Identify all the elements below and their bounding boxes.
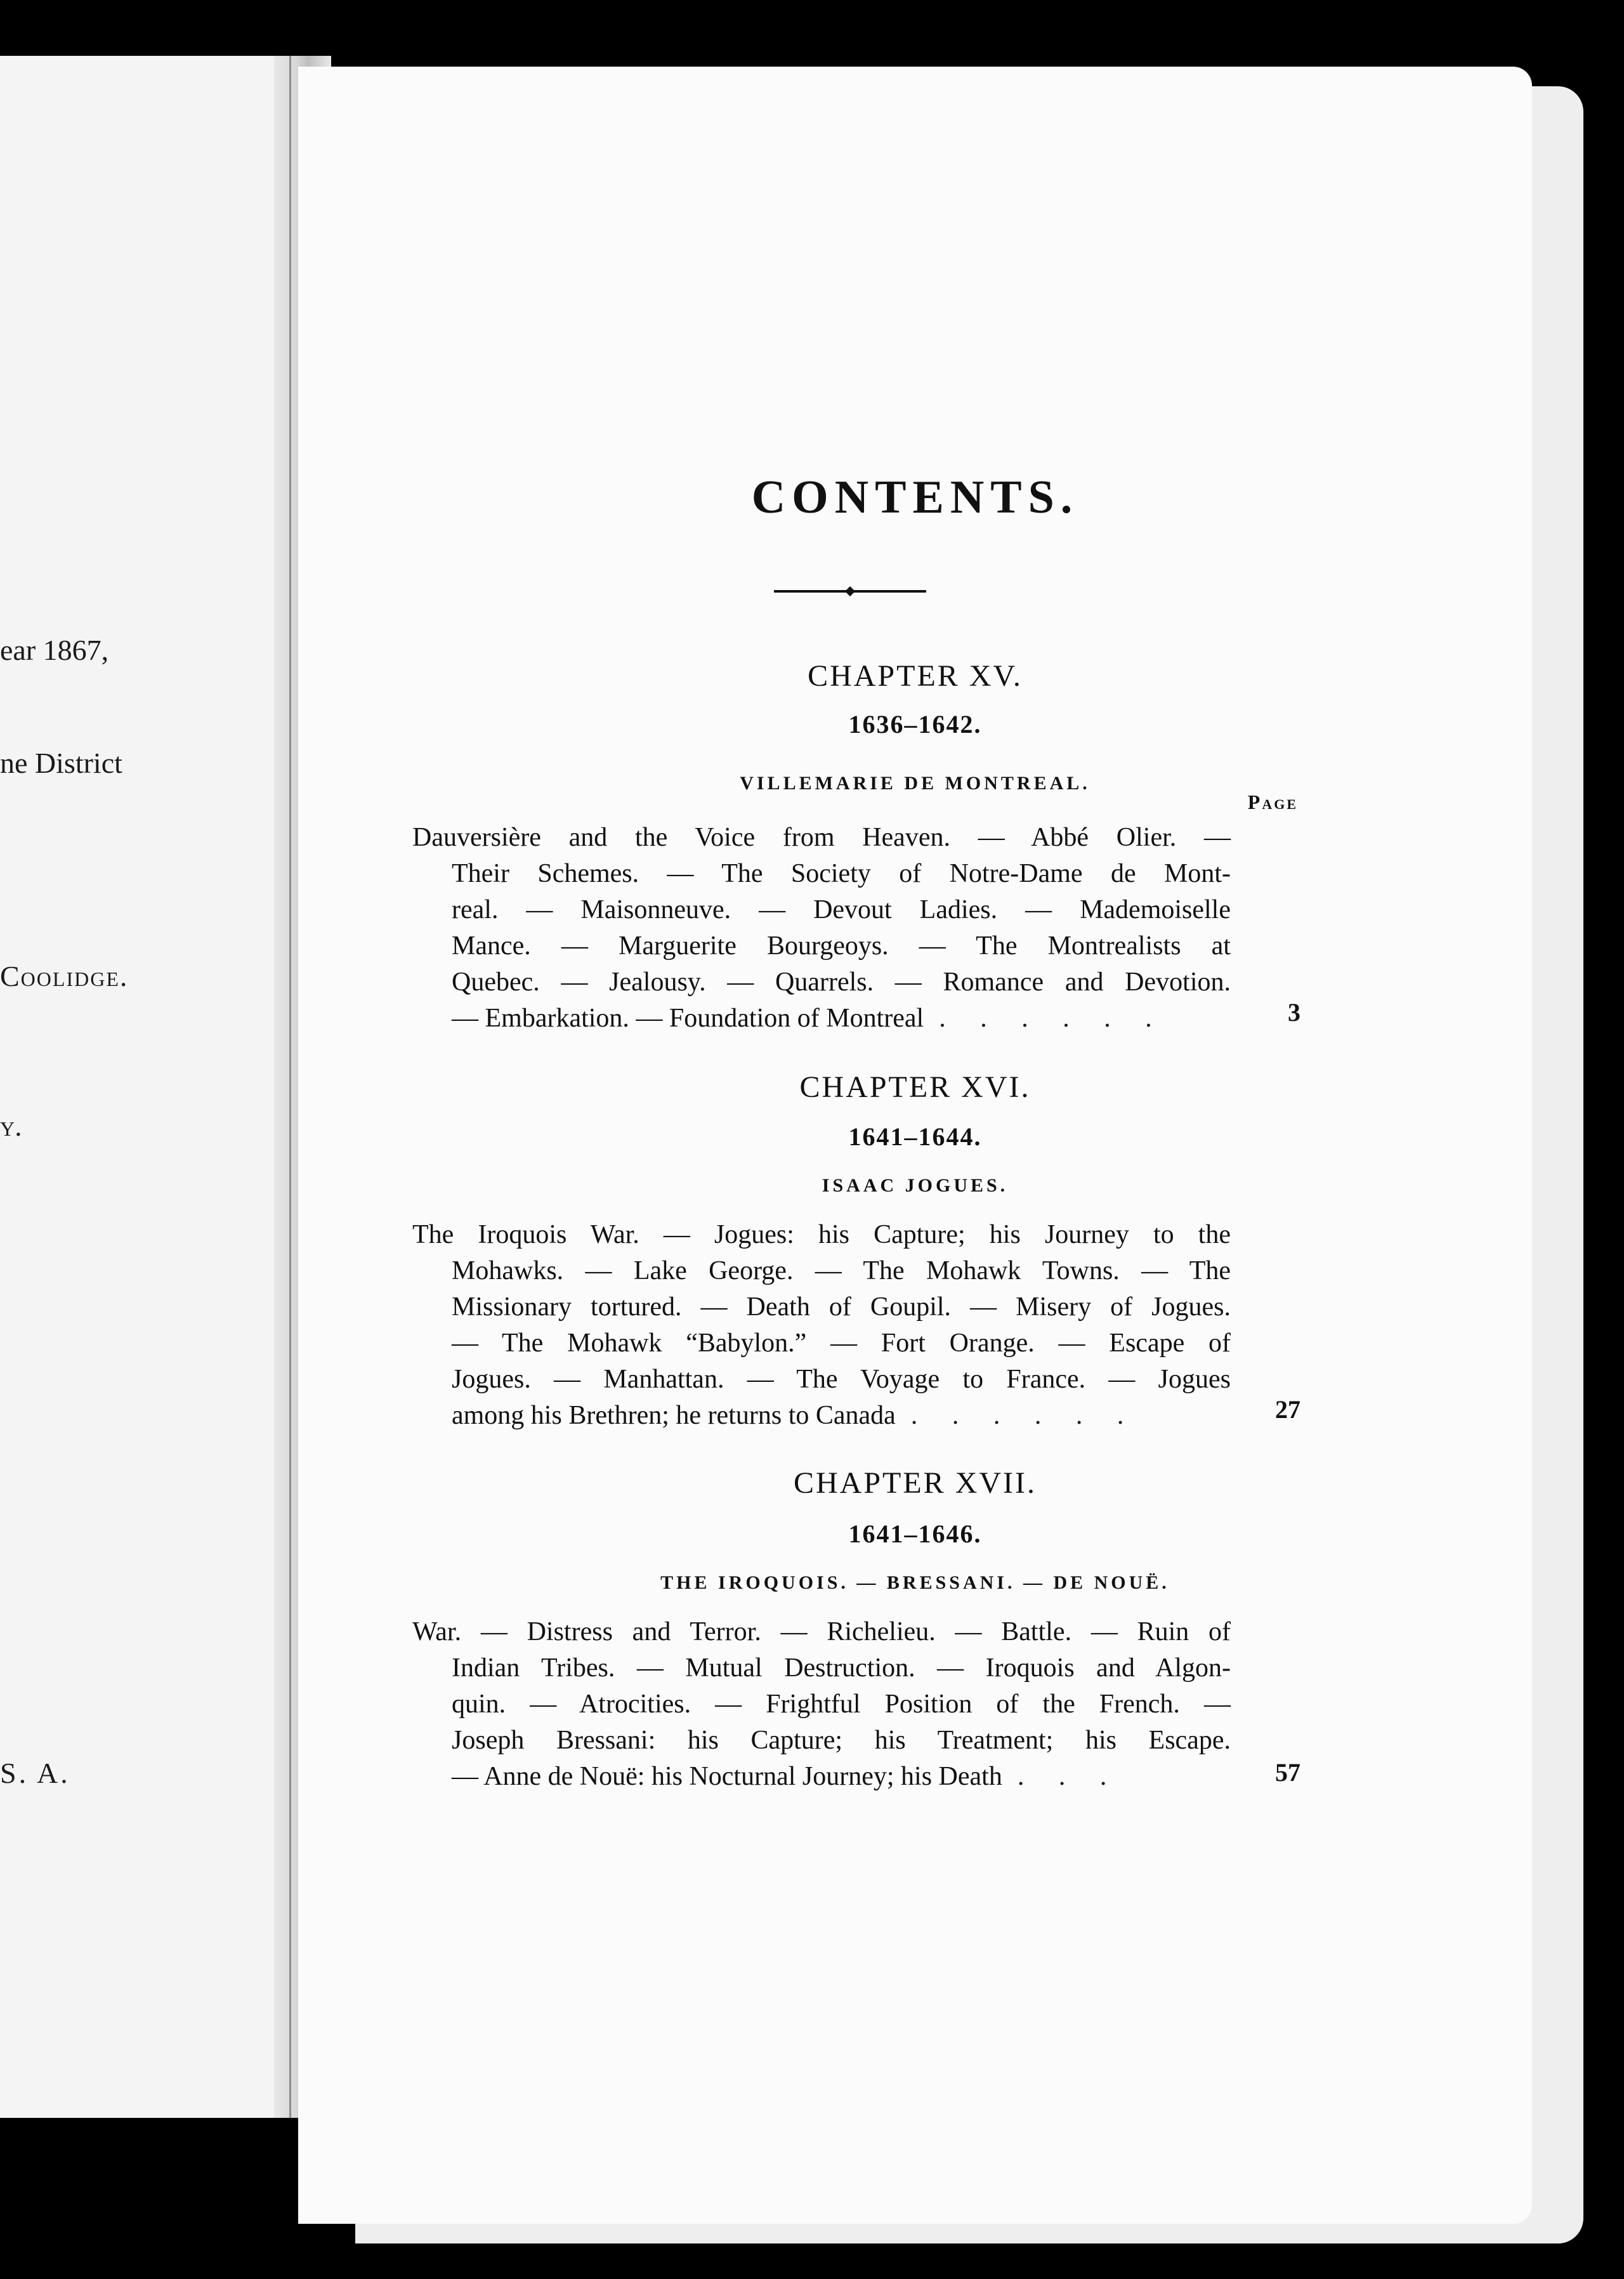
chapter-subject: ISAAC JOGUES. [822,1175,1009,1196]
facing-fragment: ear 1867, [0,634,109,666]
facing-fragment: S. A. [0,1757,70,1789]
summary-line: War. — Distress and Terror. — Richelieu. — Battle. — Ruin of [412,1617,1231,1646]
facing-fragment: ne District [0,747,122,779]
summary-line: Joseph Bressani: his Capture; his Treatment; his Escape. [452,1726,1231,1755]
summary-line: Missionary tortured. — Death of Goupil. — Misery of Jogues. [452,1292,1231,1322]
chapter-heading: CHAPTER XV. [808,659,1023,693]
chapter-summary [412,820,1231,1037]
summary-line: Their Schemes. — The Society of Notre-Dame de Mont- [452,859,1231,888]
title-ornament [774,584,926,599]
contents-title: CONTENTS. [751,471,1079,523]
facing-fragment: Coolidge. [0,960,129,992]
page-column-header: Page [1247,791,1298,813]
summary-line: — Embarkation. — Foundation of Montreal . . . . . . [412,1001,1231,1037]
gutter-line [289,56,291,2118]
summary-line: Indian Tribes. — Mutual Destruction. — Iroquois and Algon- [452,1653,1231,1683]
summary-line: Mohawks. — Lake George. — The Mohawk Towns. — The [452,1256,1231,1285]
chapter-years: 1641–1646. [848,1520,982,1548]
chapter-heading: CHAPTER XVI. [799,1070,1031,1104]
chapter-heading: CHAPTER XVII. [794,1466,1037,1500]
facing-fragment: y. [0,1110,22,1142]
summary-line: The Iroquois War. — Jogues: his Capture; his Journey to the [412,1220,1231,1249]
summary-line: among his Brethren; he returns to Canada . . . . . . [412,1398,1231,1434]
summary-line: — The Mohawk “Babylon.” — Fort Orange. — Escape of [452,1329,1231,1358]
summary-line: real. — Maisonneuve. — Devout Ladies. — Mademoiselle [452,895,1231,924]
page-number: 57 [1275,1758,1300,1787]
summary-line: — Anne de Nouë: his Nocturnal Journey; his Death . . . [412,1759,1231,1795]
chapter-years: 1636–1642. [848,710,982,739]
page-number: 3 [1288,998,1300,1027]
page-number: 27 [1275,1395,1300,1424]
chapter-years: 1641–1644. [848,1122,982,1151]
summary-line: Dauversière and the Voice from Heaven. — Abbé Olier. — [412,823,1231,852]
chapter-subject: THE IROQUOIS. — BRESSANI. — DE NOUË. [660,1572,1170,1593]
summary-line: quin. — Atrocities. — Frightful Position of the French. — [452,1690,1231,1719]
summary-line: Mance. — Marguerite Bourgeoys. — The Montrealists at [452,931,1231,961]
summary-line: Jogues. — Manhattan. — The Voyage to France. — Jogues [452,1365,1231,1394]
chapter-subject: VILLEMARIE DE MONTREAL. [740,773,1090,794]
summary-line: Quebec. — Jealousy. — Quarrels. — Romance and Devotion. [452,968,1231,997]
chapter-summary [412,1217,1231,1434]
chapter-summary [412,1614,1231,1795]
dot-leader: . . . . . . [910,1401,1138,1430]
dot-leader: . . . [1017,1762,1121,1791]
dot-leader: . . . . . . [939,1004,1166,1033]
